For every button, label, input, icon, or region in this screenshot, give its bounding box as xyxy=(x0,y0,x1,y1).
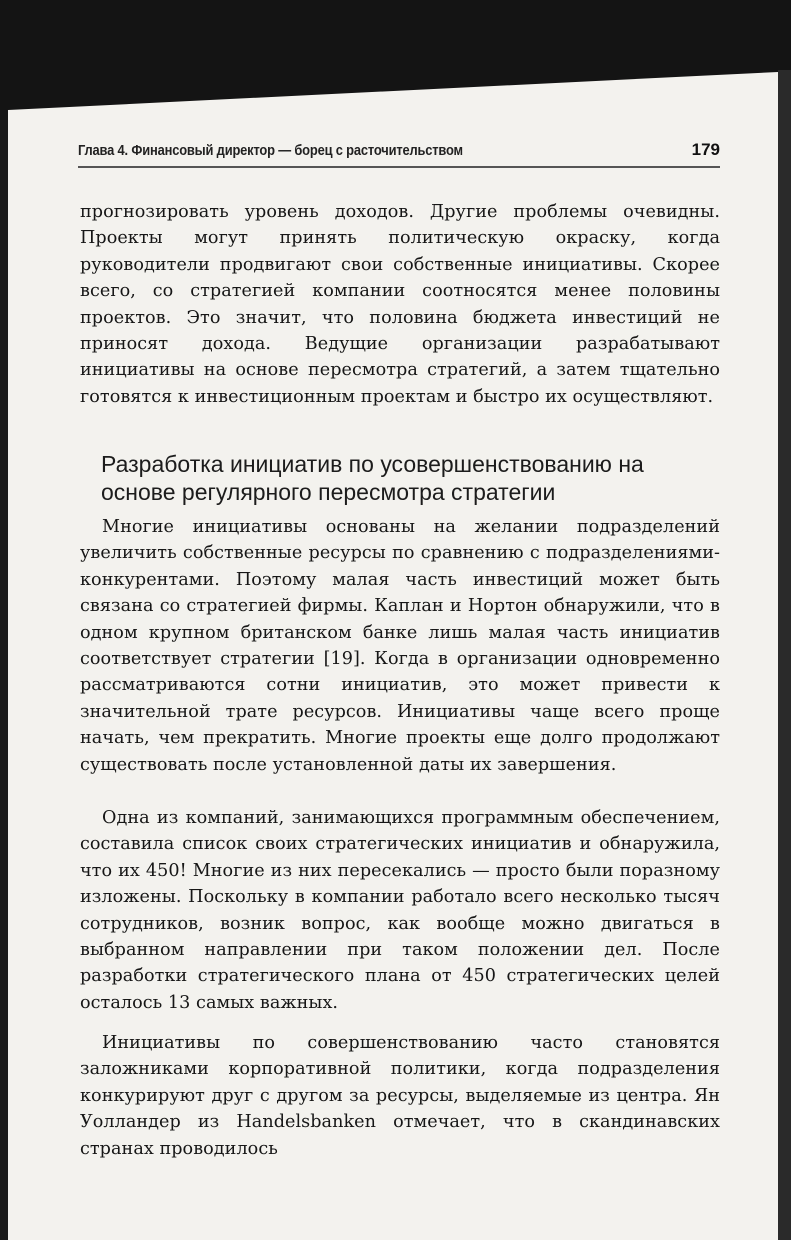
paragraph-1: прогнозировать уровень доходов. Другие проблемы очевидны. Проекты могут принять политическую окраску, когда руководители продвигают свои собственные инициативы. Скорее всего, со стратегией компании соотносятся менее половины проектов. Это значит, что половина бюджета инвестиций не приносят дохода. Ведущие организации разрабатывают инициативы на основе пересмотра стратегий, а затем тщательно готовятся к инвестиционным проектам и быстро их осуществляют. xyxy=(80,202,720,407)
section-heading xyxy=(101,450,701,506)
paragraph-3: Одна из компаний, занимающихся программным обеспечением, составила список своих стратегических инициатив и обнаружила, что их 450! Многие из них пересекались — просто были поразному изложены. Поскольку в компании работало всего несколько тысяч сотрудников, возник вопрос, как вообще можно двигаться в выбранном направлении при таком положении дел. После разработки стратегического плана от 450 стратегических целей осталось 13 самых важных. xyxy=(80,808,720,1013)
section-heading-line-2: основе регулярного пересмотра стратегии xyxy=(101,479,556,505)
page-number: 179 xyxy=(691,140,720,159)
chapter-title: Глава 4. Финансовый директор — борец с расточительством xyxy=(78,142,463,159)
paragraph-2: Многие инициативы основаны на желании подразделений увеличить собственные ресурсы по сравнению с подразделениями-конкурентами. Поэтому малая часть инвестиций может быть связана со стратегией фирмы. Каплан и Нортон обнаружили, что в одном крупном британском банке лишь малая часть инициатив соответствует стратегии [19]. Когда в организации одновременно рассматриваются сотни инициатив, это может привести к значительной трате ресурсов. Инициативы чаще всего проще начать, чем прекратить. Многие проекты еще долго продолжают существовать после установленной даты их завершения. xyxy=(80,517,720,775)
section-heading-line-1: Разработка инициатив по усовершенствованию на xyxy=(101,451,644,477)
scan-right-edge xyxy=(778,70,791,1240)
running-header xyxy=(78,140,720,168)
paragraph-4: Инициативы по совершенствованию часто становятся заложниками корпоративной политики, когда подразделения конкурируют друг с другом за ресурсы, выделяемые из центра. Ян Уолландер из Handelsbanken отмечает, что в скандинавских странах проводилось xyxy=(80,1033,720,1159)
